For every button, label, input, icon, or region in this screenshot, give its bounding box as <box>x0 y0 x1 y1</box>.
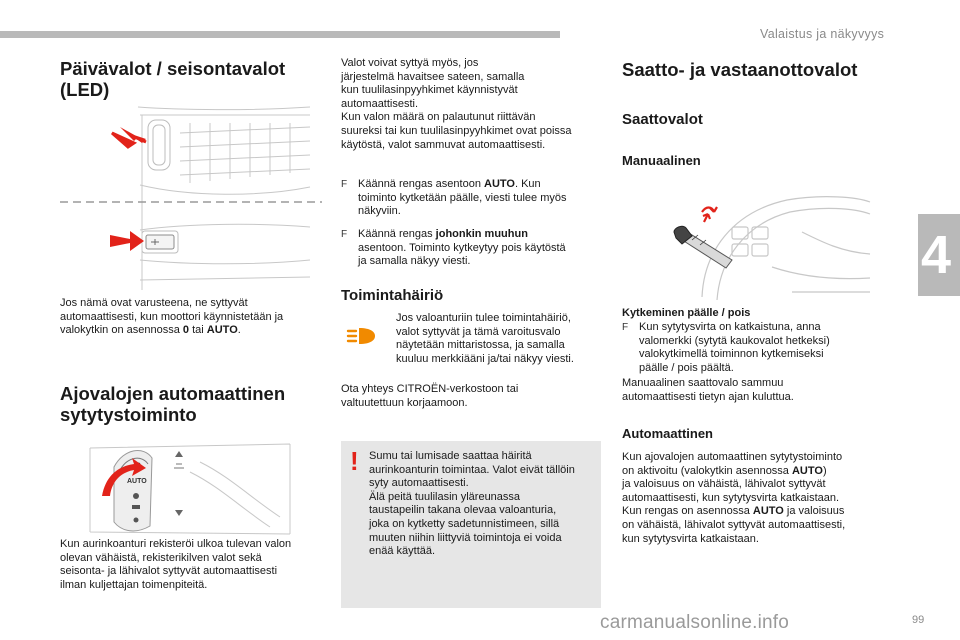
drl-illustration <box>60 105 322 295</box>
bullet-auto-on: F Käännä rengas asentoon AUTO. Kun toiminto kytketään päälle, viesti tulee myös näkyviin. <box>341 178 567 218</box>
header-bar <box>0 31 560 38</box>
fault-title: Toimintahäiriö <box>341 287 444 304</box>
bullet-marker: F <box>341 179 348 190</box>
auto-paragraph: Kun aurinkoanturi rekisteröi ulkoa tulevan valon olevan vähäistä, rekisterikilven valot sekä seisonta- ja lähivalot syttyvät automaattisesti ilman kuljettajan toimenpiteitä. <box>60 538 292 591</box>
manual-title: Manuaalinen <box>622 153 701 168</box>
drl-title <box>60 58 320 100</box>
drl-paragraph: Jos nämä ovat varusteena, ne syttyvät automaattisesti, kun moottori käynnistetään ja valokytkin on asennossa 0 tai AUTO. <box>60 297 284 337</box>
fault-paragraph: Jos valoanturiin tulee toimintahäiriö, valot syttyvät ja tämä varoitusvalo näytetään mittaristossa, ja samalla kuuluu merkkiääni ja/tai näkyy viesti. <box>396 312 574 365</box>
watermark: carmanualsonline.info <box>600 612 790 633</box>
automatic-paragraph: Kun ajovalojen automaattinen sytytystoiminto on aktivoitu (valokytkin asennossa AUTO) ja valoisuus on vähäistä, lähivalot syttyvät automaattisesti, kun sytytysvirta katkaistaan. Kun rengas on asennossa AUTO ja valoisuus on vähäistä, lähivalot syttyvät automaattisesti, kun sytytysvirta katkaistaan. <box>622 451 846 545</box>
contact-paragraph: Ota yhteys CITROËN-verkostoon tai valtuutettuun korjaamoon. <box>341 383 519 409</box>
headlamp-warning-icon <box>345 325 379 347</box>
drl-title-line2: (LED) <box>60 79 110 100</box>
follow-me-title: Saatto- ja vastaanottovalot <box>622 59 858 80</box>
bullet-marker: F <box>341 229 348 240</box>
drl-title-line1: Päivävalot / seisontavalot <box>60 58 286 79</box>
auto-title-line1: Ajovalojen automaattinen <box>60 383 286 404</box>
stalk-illustration <box>672 192 872 304</box>
exclamation-icon: ! <box>350 446 359 476</box>
chapter-number: 4 <box>920 225 952 285</box>
light-switch-illustration <box>80 442 302 537</box>
bullet-marker: F <box>622 322 629 333</box>
automatic-title: Automaattinen <box>622 426 713 441</box>
bullet-auto-off: F Käännä rengas johonkin muuhun asentoon. Toiminto kytkeytyy pois käytöstä ja samalla näkyy viesti. <box>341 228 566 268</box>
auto-lights-title <box>60 383 322 425</box>
switch-label-auto: AUTO <box>127 478 147 485</box>
manual-end-paragraph: Manuaalinen saattovalo sammuu automaattisesti tietyn ajan kuluttua. <box>622 377 794 403</box>
page-number: 99 <box>912 614 925 626</box>
rain-intro-paragraph: Valot voivat syttyä myös, jos järjestelmä havaitsee sateen, samalla kun tuulilasinpyyhkimet käynnistyvät automaattisesti. Kun valon määrä on palautunut riittävän suureksi tai kun tuulilasinpyyhkimet ovat poissa käytöstä, valot sammuvat automaattisesti. <box>341 57 572 151</box>
auto-title-line2: sytytystoiminto <box>60 404 197 425</box>
on-off-bullet: F Kun sytytysvirta on katkaistuna, anna valomerkki (sytytä kaukovalot hetkeksi) valokytkimellä toiminnon kytkemiseksi päälle / pois päältä. <box>622 321 830 374</box>
on-off-title: Kytkeminen päälle / pois <box>622 307 751 319</box>
red-arrow-lower <box>110 231 144 251</box>
warning-text: Sumu tai lumisade saattaa häiritä aurinkoanturin toimintaa. Valot eivät tällöin syty automaattisesti. Älä peitä tuulilasin yläreunassa taustapeilin takana olevaa valoanturia, joka on kytketty sadetunnistimeen, sillä muuten niihin liittyviä toimintoja ei voida enää käyttää. <box>369 450 575 558</box>
escort-lights-title: Saattovalot <box>622 111 703 128</box>
section-title: Valaistus ja näkyvyys <box>760 27 885 41</box>
